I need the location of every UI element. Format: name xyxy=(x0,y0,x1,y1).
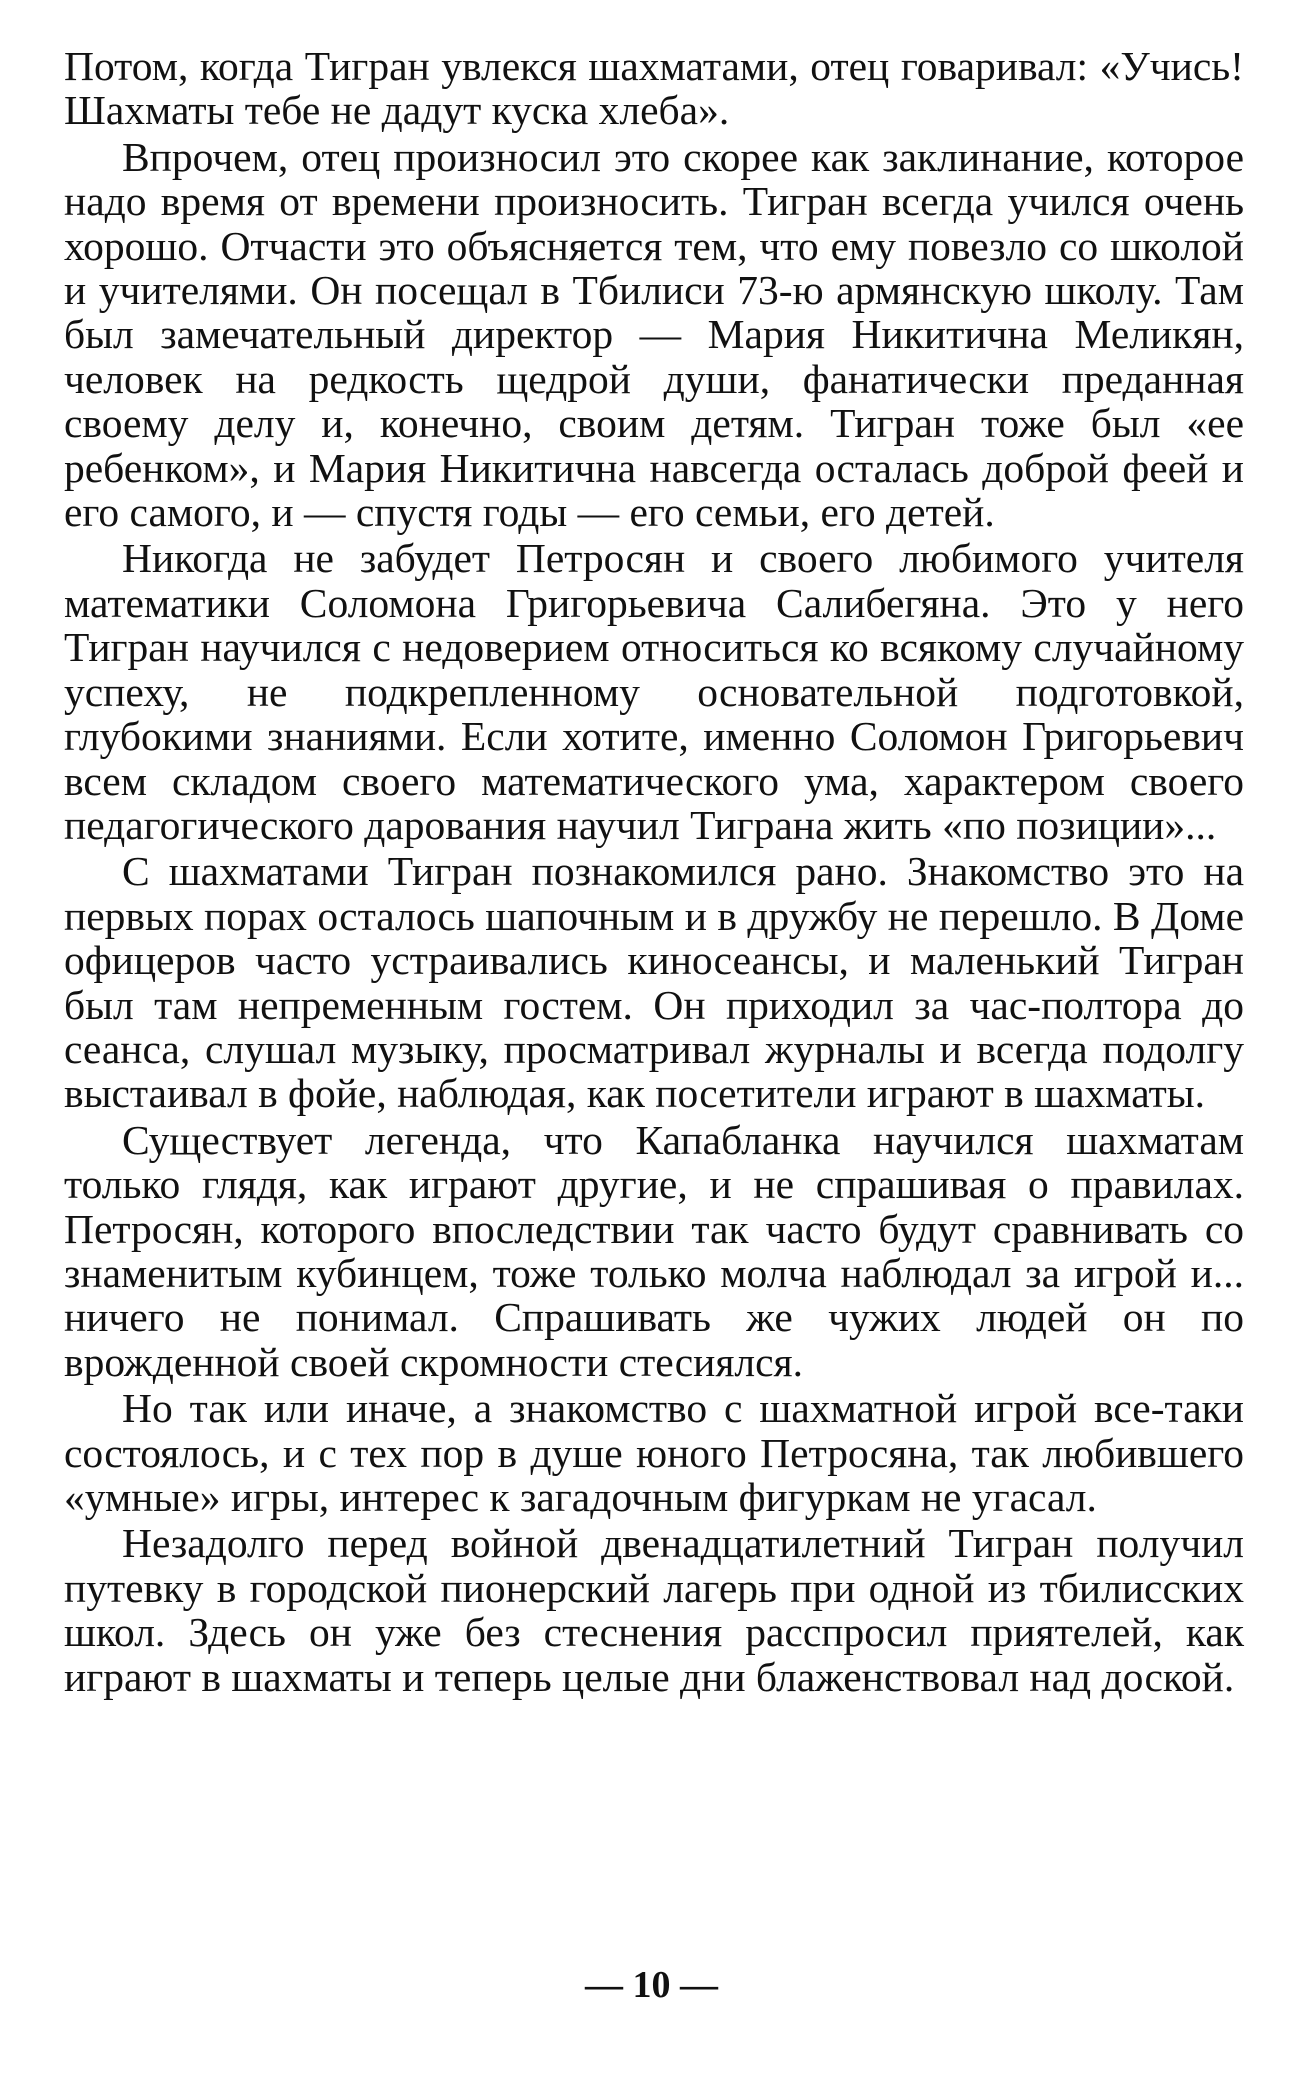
paragraph-4: С шахматами Тигран познакомился рано. Знакомство это на первых порах осталось шапочным и в дружбу не перешло. В Доме офицеров часто устраивались киносеансы, и маленький Тигран был там непременным гостем. Он приходил за час-полтора до сеанса, слушал музыку, просматривал журналы и всегда подолгу выстаивал в фойе, наблюдая, как посетители играют в шахматы. xyxy=(64,848,1244,1117)
paragraph-6: Но так или иначе, а знакомство с шахматной игрой все-таки состоялось, и с тех пор в душе юного Петросяна, так любившего «умные» игры, интерес к загадочным фигуркам не угасал. xyxy=(64,1385,1244,1520)
paragraph-1: Потом, когда Тигран увлекся шахматами, отец говаривал: «Учись! Шахматы тебе не дадут куска хлеба». xyxy=(64,43,1244,134)
paragraph-3: Никогда не забудет Петросян и своего любимого учителя математики Соломона Григорьевича Салибегяна. Это у него Тигран научился с недоверием относиться ко всякому случайному успеху, не подкрепленному основательной подготовкой, глубокими знаниями. Если хотите, именно Соломон Григорьевич всем складом своего математического ума, характером своего педагогического дарования научил Тиграна жить «по позиции»... xyxy=(64,535,1244,848)
book-page xyxy=(64,44,1244,1699)
paragraph-5: Существует легенда, что Капабланка научился шахматам только глядя, как играют другие, и не спрашивая о правилах. Петросян, которого впоследствии так часто будут сравнивать со знаменитым кубинцем, тоже только молча наблюдал за игрой и... ничего не понимал. Спрашивать же чужих людей он по врожденной своей скромности стесиялся. xyxy=(64,1116,1244,1385)
page-number: — 10 — xyxy=(585,1964,718,2006)
paragraph-2: Впрочем, отец произносил это скорее как заклинание, которое надо время от времени произносить. Тигран всегда учился очень хорошо. Отчасти это объясняется тем, что ему повезло со школой и учителями. Он посещал в Тбилиси 73-ю армянскую школу. Там был замечательный директор — Мария Никитична Меликян, человек на редкость щедрой души, фанатически преданная своему делу и, конечно, своим детям. Тигран тоже был «ее ребенком», и Мария Никитична навсегда осталась доброй феей и его самого, и — спустя годы — его семьи, его детей. xyxy=(64,133,1244,536)
paragraph-7: Незадолго перед войной двенадцатилетний Тигран получил путевку в городской пионерский лагерь при одной из тбилисских школ. Здесь он уже без стеснения расспросил приятелей, как играют в шахматы и теперь целые дни блаженствовал над доской. xyxy=(64,1520,1244,1700)
